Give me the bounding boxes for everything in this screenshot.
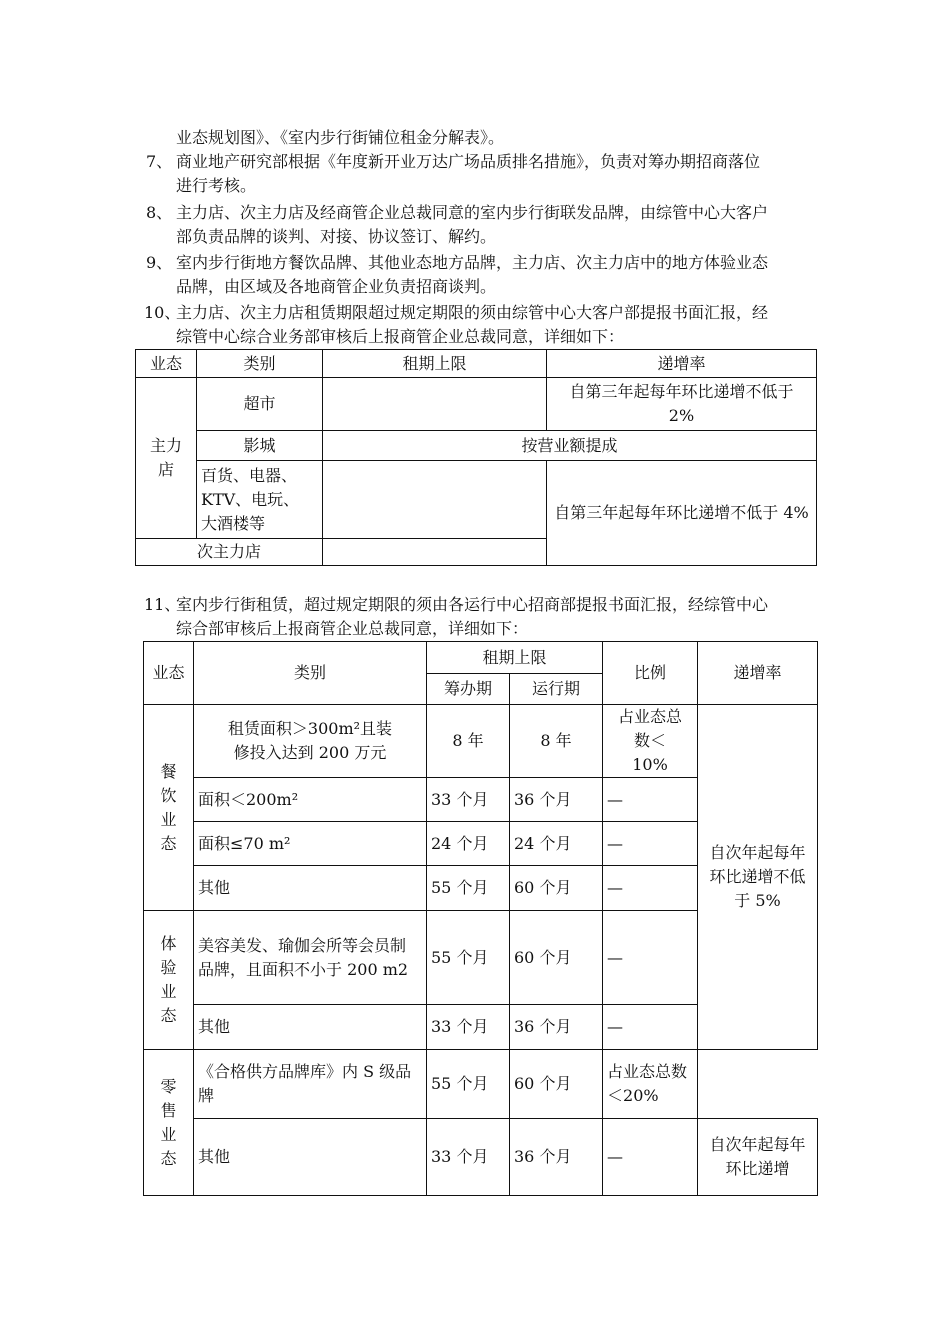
run-cell: 60 个月 [510,911,603,1005]
header-limit: 租期上限 [323,350,547,378]
header-type: 业态 [144,642,194,705]
ratio-cell: — [603,822,698,866]
item-line: 综管中心综合业务部审核后上报商管企业总裁同意，详细如下： [176,327,625,346]
header-category: 类别 [197,350,323,378]
header-limit: 租期上限 [427,642,603,674]
item-line: 主力店、次主力店租赁期限超过规定期限的须由综管中心大客户部提报书面汇报，经 [176,303,769,322]
ratio-cell: — [603,778,698,822]
category-cell: 面积≤70 m² [194,822,427,866]
category-cell: 面积＜200m² [194,778,427,822]
header-rate: 递增率 [547,350,817,378]
rate-cell: 自次年起每年环比递增不低于 5% [698,705,818,1050]
item-number: 9、 [146,253,173,272]
run-cell: 24 个月 [510,822,603,866]
prep-cell: 33 个月 [427,1119,510,1196]
rate-cell: 自第三年起每年环比递增不低于2% [547,378,817,431]
header-type: 业态 [136,350,197,378]
anchor-store-lease-table [135,349,817,566]
ratio-cell: — [603,866,698,911]
item-line: 室内步行街租赁，超过规定期限的须由各运行中心招商部提报书面汇报，经综管中心 [176,595,769,614]
group-retail: 零售业态 [144,1050,194,1196]
item-line: 商业地产研究部根据《年度新开业万达广场品质排名措施》，负责对筹办期招商落位 [176,152,761,171]
ratio-cell: 占业态总数＜20% [603,1050,698,1119]
prep-cell: 55 个月 [427,866,510,911]
run-cell: 36 个月 [510,1119,603,1196]
run-cell: 36 个月 [510,1005,603,1050]
group-experience: 体验业态 [144,911,194,1050]
item-number: 8、 [146,203,173,222]
prep-cell: 8 年 [427,705,510,778]
run-cell: 60 个月 [510,866,603,911]
item-number: 10、 [144,303,181,322]
item-line: 品牌，由区域及各地商管企业负责招商谈判。 [176,277,497,296]
category-cell: 百货、电器、KTV、电玩、大酒楼等 [197,461,323,539]
group-anchor-store: 主力店 [136,378,197,539]
category-cell: 影城 [197,431,323,461]
header-rate: 递增率 [698,642,818,705]
category-cell: 其他 [194,1119,427,1196]
pedestrian-street-lease-table [143,641,818,1196]
prep-cell: 55 个月 [427,1050,510,1119]
item-number: 7、 [146,152,173,171]
item-number: 11、 [144,595,181,614]
category-cell: 其他 [194,1005,427,1050]
limit-cell [323,378,547,431]
category-cell: 《合格供方品牌库》内 S 级品牌 [194,1050,427,1119]
ratio-cell: — [603,911,698,1005]
prep-cell: 33 个月 [427,1005,510,1050]
group-catering: 餐饮业态 [144,705,194,911]
rate-cell: 自次年起每年环比递增 [698,1119,818,1196]
item-line: 进行考核。 [176,176,257,195]
header-category: 类别 [194,642,427,705]
category-cell: 次主力店 [136,539,323,566]
run-cell: 60 个月 [510,1050,603,1119]
ratio-cell: 占业态总数＜10% [603,705,698,778]
rate-cell: 自第三年起每年环比递增不低于 4% [547,461,817,566]
header-ratio: 比例 [603,642,698,705]
category-cell: 美容美发、瑜伽会所等会员制品牌，且面积不小于 200 m2 [194,911,427,1005]
ratio-cell: — [603,1005,698,1050]
item-line: 主力店、次主力店及经商管企业总裁同意的室内步行街联发品牌，由综管中心大客户 [176,203,769,222]
category-cell: 租赁面积＞300m²且装修投入达到 200 万元 [194,705,427,778]
item-line: 部负责品牌的谈判、对接、协议签订、解约。 [176,227,497,246]
item-line: 室内步行街地方餐饮品牌、其他业态地方品牌，主力店、次主力店中的地方体验业态 [176,253,769,272]
intro-continuation [176,126,504,150]
run-cell: 8 年 [510,705,603,778]
prep-cell: 55 个月 [427,911,510,1005]
ratio-cell: — [603,1119,698,1196]
limit-cell [323,539,547,566]
category-cell: 超市 [197,378,323,431]
header-run: 运行期 [510,674,603,705]
header-prep: 筹办期 [427,674,510,705]
limit-cell [323,461,547,539]
prep-cell: 24 个月 [427,822,510,866]
run-cell: 36 个月 [510,778,603,822]
item-line: 综合部审核后上报商管企业总裁同意，详细如下： [176,619,529,638]
prep-cell: 33 个月 [427,778,510,822]
rate-cell: 按营业额提成 [323,431,817,461]
intro-tail-text: 业态规划图》、《室内步行街铺位租金分解表》。 [176,128,505,147]
category-cell: 其他 [194,866,427,911]
